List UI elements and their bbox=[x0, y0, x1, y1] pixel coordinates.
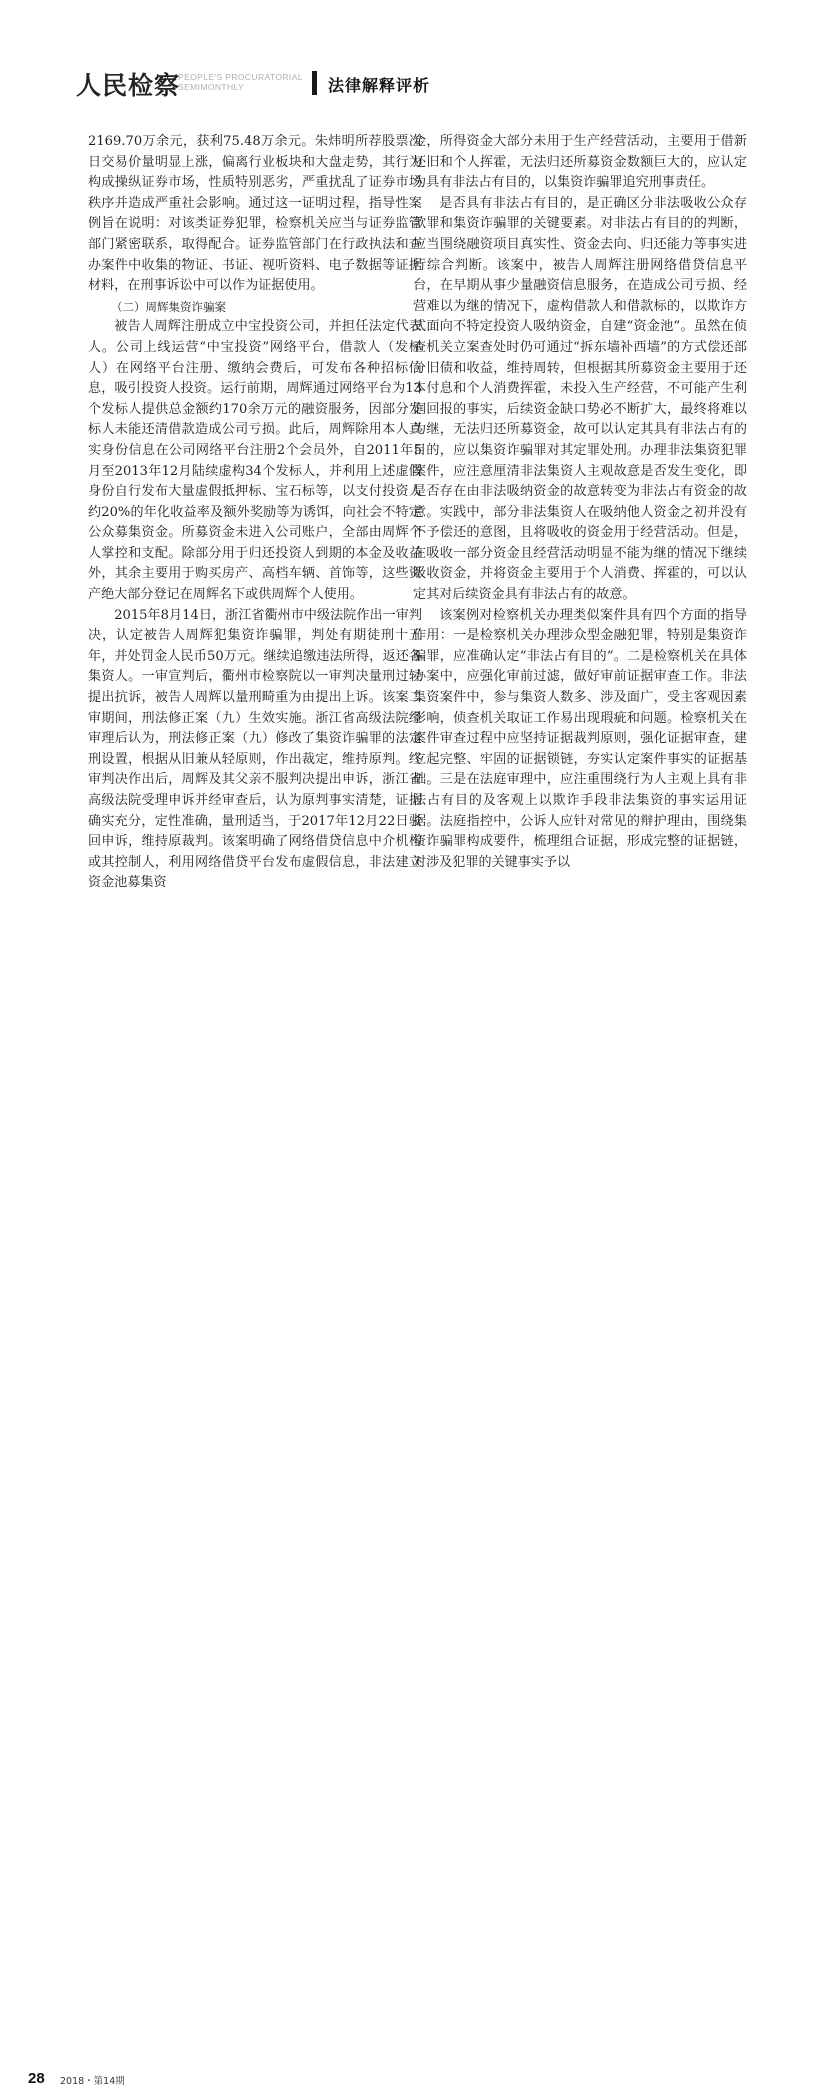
case-subheading: （二）周辉集资诈骗案 bbox=[111, 299, 226, 314]
left-column bbox=[88, 132, 422, 894]
journal-logo-english bbox=[178, 72, 303, 92]
paragraph: 是否具有非法占有目的，是正确区分非法吸收公众存款罪和集资诈骗罪的关键要素。对非法占有目的的判断，应当围绕融资项目真实性、资金去向、归还能力等事实进行综合判断。该案中，被告人周辉注册网络借贷信息平台，在早期从事少量融资信息服务，在造成公司亏损、经营难以为继的情况下，虚构借款人和借款标的，以欺诈方式面向不特定投资人吸纳资金，自建“资金池”。虽然在侦查机关立案查处时仍可通过“拆东墙补西墙”的方式偿还部分旧债和收益，维持周转，但根据其所募资金主要用于还本付息和个人消费挥霍，未投入生产经营，不可能产生利润回报的事实，后续资金缺口势必不断扩大，最终将难以为继，无法归还所募资金，故可以认定其具有非法占有的目的，应以集资诈骗罪对其定罪处刑。办理非法集资犯罪案件，应注意厘清非法集资人主观故意是否发生变化，即是否存在由非法吸纳资金的故意转变为非法占有资金的故意。实践中，部分非法集资人在吸纳他人资金之初并没有不予偿还的意图，且将吸收的资金用于经营活动。但是，在吸收一部分资金且经营活动明显不能为继的情况下继续吸收资金，并将资金主要用于个人消费、挥霍的，可以认定其对后续资金具有非法占有的故意。 bbox=[413, 195, 747, 603]
paragraph: 2015年8月14日，浙江省衢州市中级法院作出一审判决，认定被告人周辉犯集资诈骗罪，判处有期徒刑十五年，并处罚金人民币50万元。继续追缴违法所得，返还各集资人。一审宣判后，衢州市检察院以一审判决量刑过轻提出抗诉，被告人周辉以量刑畸重为由提出上诉。该案二审期间，刑法修正案（九）生效实施。浙江省高级法院经审理后认为，刑法修正案（九）修改了集资诈骗罪的法定刑设置，根据从旧兼从轻原则，作出裁定，维持原判。终审判决作出后，周辉及其父亲不服判决提出申诉，浙江省高级法院受理申诉并经审查后，认为原判事实清楚，证据确实充分，定性准确，量刑适当，于2017年12月22日驳回申诉，维持原裁判。该案明确了网络借贷信息中介机构或其控制人，利用网络借贷平台发布虚假信息，非法建立资金池募集资 bbox=[88, 607, 422, 891]
logo-english-line1: PEOPLE'S PROCURATORIAL bbox=[178, 72, 303, 82]
paragraph: 该案例对检察机关办理类似案件具有四个方面的指导作用：一是检察机关办理涉众型金融犯罪，特别是集资诈骗罪，应准确认定“非法占有目的”。二是检察机关在具体办案中，应强化审前过滤，做好审前证据审查工作。非法集资案件中，参与集资人数多、涉及面广，受主客观因素影响，侦查机关取证工作易出现瑕疵和问题。检察机关在案件审查过程中应坚持证据裁判原则，强化证据审查，建立起完整、牢固的证据锁链，夯实认定案件事实的证据基础。三是在法庭审理中，应注重围绕行为人主观上具有非法占有目的及客观上以欺诈手段非法集资的事实运用证据。法庭指控中，公诉人应针对常见的辩护理由，围绕集资诈骗罪构成要件，梳理组合证据，形成完整的证据链，对涉及犯罪的关键事实予以 bbox=[413, 607, 747, 870]
paragraph: 被告人周辉注册成立中宝投资公司，并担任法定代表人。公司上线运营“中宝投资”网络平台，借款人（发标人）在网络平台注册、缴纳会费后，可发布各种招标信息，吸引投资人投资。运行前期，周辉通过网络平台为13个发标人提供总金额约170余万元的融资服务，因部分发标人未能还清借款造成公司亏损。此后，周辉除用本人真实身份信息在公司网络平台注册2个会员外，自2011年5月至2013年12月陆续虚构34个发标人，并利用上述虚假身份自行发布大量虚假抵押标、宝石标等，以支付投资人约20%的年化收益率及额外奖励等为诱饵，向社会不特定公众募集资金。所募资金未进入公司账户，全部由周辉个人掌控和支配。除部分用于归还投资人到期的本金及收益外，其余主要用于购买房产、高档车辆、首饰等，这些资产绝大部分登记在周辉名下或供周辉个人使用。 bbox=[88, 319, 422, 603]
page-number: 28 bbox=[28, 2070, 45, 2087]
page-header bbox=[0, 0, 816, 110]
issue-label: 2018・第14期 bbox=[60, 2076, 125, 2087]
paragraph: 金，所得资金大部分未用于生产经营活动，主要用于借新还旧和个人挥霍，无法归还所募资金数额巨大的，应认定为具有非法占有目的，以集资诈骗罪追究刑事责任。 bbox=[413, 134, 747, 191]
paragraph: 2169.70万余元，获利75.48万余元。朱炜明所荐股票次日交易价量明显上涨，偏离行业板块和大盘走势，其行为构成操纵证券市场，性质特别恶劣，严重扰乱了证券市场秩序并造成严重社会影响。通过这一证明过程，指导性案例旨在说明：对该类证券犯罪，检察机关应当与证券监管部门紧密联系，取得配合。证券监管部门在行政执法和查办案件中收集的物证、书证、视听资料、电子数据等证据材料，在刑事诉讼中可以作为证据使用。 bbox=[88, 134, 422, 294]
journal-logo: 人民检察 bbox=[76, 71, 181, 100]
section-title: 法律解释评析 bbox=[328, 76, 431, 95]
section-divider-bar bbox=[312, 71, 317, 95]
page-footer bbox=[0, 1030, 816, 2087]
right-column bbox=[413, 132, 747, 873]
logo-english-line2: SEMIMONTHLY bbox=[178, 82, 245, 92]
